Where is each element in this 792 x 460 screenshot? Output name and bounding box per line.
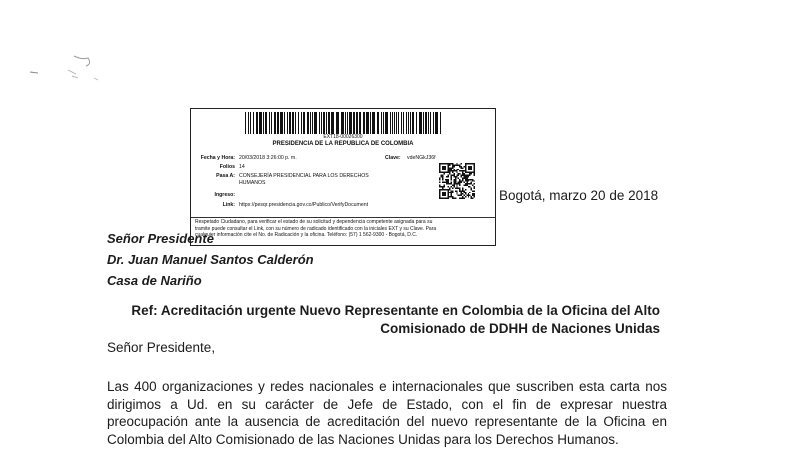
clave-value: vdeNGkJ36f bbox=[407, 155, 436, 161]
pasa-value-line-1: CONSEJERÍA PRESIDENCIAL PARA LOS DERECHOS bbox=[239, 173, 369, 179]
pasa-label: Pasa A: bbox=[216, 173, 235, 179]
clave-label: Clave: bbox=[385, 155, 401, 161]
stamp-row-ingreso bbox=[191, 192, 239, 199]
body-line-1: Las 400 organizaciones y redes nacionales e internacionales que suscriben esta carta nos bbox=[107, 379, 667, 394]
qr-code-image bbox=[439, 163, 475, 199]
folios-value: 14 bbox=[239, 164, 245, 170]
recipient-line-3: Casa de Nariño bbox=[107, 273, 202, 288]
stamp-title: PRESIDENCIA DE LA REPUBLICA DE COLOMBIA bbox=[272, 141, 414, 147]
ingreso-label: Ingreso: bbox=[214, 192, 235, 198]
recipient-line-2: Dr. Juan Manuel Santos Calderón bbox=[107, 252, 314, 267]
recipient-block bbox=[107, 228, 314, 291]
link-value: https://pesqr.presidencia.gov.co/Publico/VerifyDocument bbox=[239, 202, 369, 208]
scan-marks bbox=[28, 50, 118, 100]
reference-line bbox=[120, 302, 660, 338]
recipient-line-1: Señor Presidente bbox=[107, 231, 214, 246]
letter-date: Bogotá, marzo 20 de 2018 bbox=[499, 188, 659, 203]
fecha-label: Fecha y Hora: bbox=[200, 155, 235, 161]
body-paragraph bbox=[107, 378, 667, 448]
folios-label: Folios bbox=[219, 164, 235, 170]
registration-stamp bbox=[190, 108, 496, 246]
stamp-divider bbox=[191, 217, 495, 218]
stamp-notice-line-2: tramite puede consultar el Link, con su número de radicado identificado con la iniciales EXT y su Clave. Para bbox=[195, 225, 437, 232]
link-label: Link: bbox=[222, 202, 235, 208]
pasa-value bbox=[239, 173, 369, 186]
stamp-row-pasa bbox=[191, 173, 369, 186]
fecha-value: 20/03/2018 3:26:00 p. m. bbox=[239, 155, 297, 161]
body-line-2: dirigimos a Ud. en su carácter de Jefe de Estado, con el fin de expresar nuestra bbox=[107, 396, 667, 412]
pasa-value-line-2: HUMANOS bbox=[239, 179, 266, 186]
stamp-notice-line-3: cualquier información cite el No. de Radicación y la oficina. Teléfono: (57) 1 562-9300 - Bogotá, D.C. bbox=[195, 232, 418, 238]
reference-line-1: Ref: Acreditación urgente Nuevo Representante en Colombia de la Oficina del Alto bbox=[131, 303, 660, 318]
salutation: Señor Presidente, bbox=[107, 340, 216, 355]
stamp-notice-line-1: Respetado Ciudadano, para verificar el estado de su solicitud y dependencia competente asignada para su bbox=[195, 219, 433, 225]
body-line-4: Colombia del Alto Comisionado de las Naciones Unidas para los Derechos Humanos. bbox=[107, 431, 619, 447]
body-line-3: preocupación ante la ausencia de acreditación del nuevo representante de la Oficina en bbox=[107, 414, 667, 429]
stamp-row-folios bbox=[191, 164, 245, 171]
barcode-image bbox=[245, 112, 443, 134]
stamp-row-link bbox=[191, 202, 368, 209]
barcode-number: EXT18-00026300 bbox=[323, 134, 363, 140]
reference-line-2: Comisionado de DDHH de Naciones Unidas bbox=[380, 321, 660, 336]
stamp-row-fecha bbox=[191, 155, 297, 162]
